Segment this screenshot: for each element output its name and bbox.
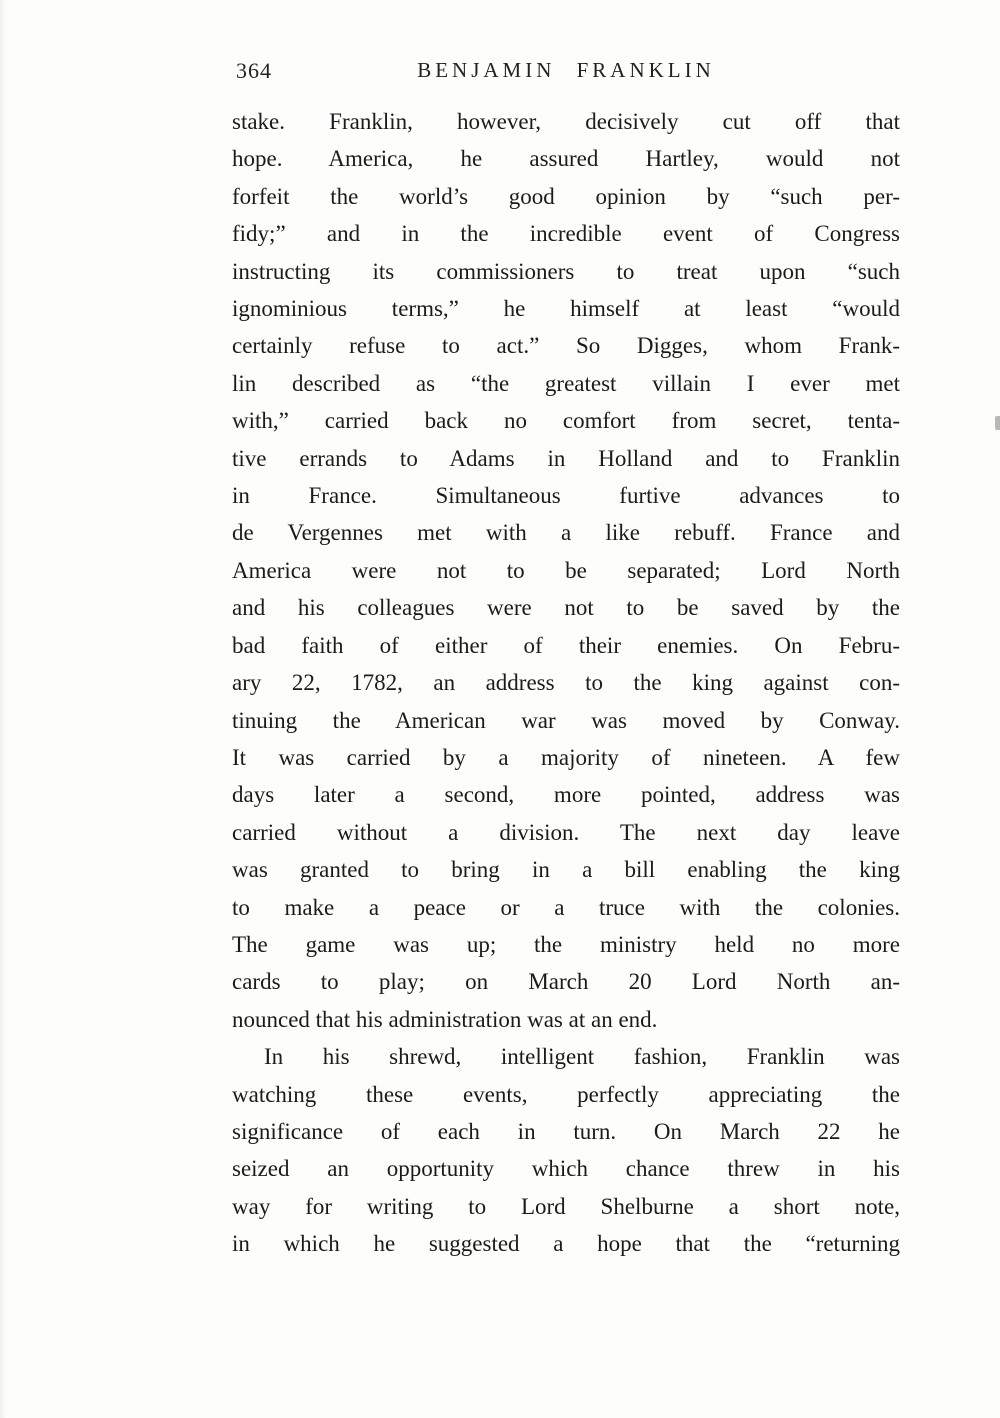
text-line: ary 22, 1782, an address to the king against con- <box>232 670 900 696</box>
text-line: with,” carried back no comfort from secret, tenta- <box>232 408 900 434</box>
text-line: to make a peace or a truce with the colonies. <box>232 894 900 920</box>
text-line: seized an opportunity which chance threw in his <box>232 1156 900 1182</box>
text-line: It was carried by a majority of nineteen. A few <box>232 744 900 770</box>
text-line: The game was up; the ministry held no more <box>232 931 900 957</box>
paragraph <box>232 1038 900 1262</box>
text-line: carried without a division. The next day leave <box>232 819 900 845</box>
page-header <box>232 58 900 88</box>
paragraph <box>232 103 900 1038</box>
text-line: bad faith of either of their enemies. On Febru- <box>232 632 900 658</box>
running-header: BENJAMIN FRANKLIN <box>417 58 715 82</box>
text-line: in France. Simultaneous furtive advances to <box>232 483 900 509</box>
text-line: was granted to bring in a bill enabling the king <box>232 857 900 883</box>
page-number: 364 <box>236 58 272 83</box>
text-line: way for writing to Lord Shelburne a short note, <box>232 1193 900 1219</box>
text-line: tinuing the American war was moved by Conway. <box>232 707 900 733</box>
page-body <box>232 103 900 1263</box>
text-line: cards to play; on March 20 Lord North an- <box>232 969 900 995</box>
text-line: stake. Franklin, however, decisively cut off that <box>232 109 900 134</box>
scan-artifact <box>995 416 1000 430</box>
text-line: watching these events, perfectly appreciating the <box>232 1081 900 1107</box>
page-edge-shading <box>0 0 6 1418</box>
text-line: ignominious terms,” he himself at least “would <box>232 296 900 322</box>
text-line: days later a second, more pointed, address was <box>232 782 900 808</box>
text-line: hope. America, he assured Hartley, would not <box>232 146 900 172</box>
text-line: instructing its commissioners to treat upon “such <box>232 258 900 284</box>
text-line: forfeit the world’s good opinion by “such per- <box>232 183 900 209</box>
text-line: lin described as “the greatest villain I ever met <box>232 370 900 396</box>
text-line: significance of each in turn. On March 22 he <box>232 1118 900 1144</box>
text-line: America were not to be separated; Lord North <box>232 557 900 583</box>
text-line: and his colleagues were not to be saved by the <box>232 595 900 621</box>
text-line: fidy;” and in the incredible event of Congress <box>232 221 900 247</box>
text-line: tive errands to Adams in Holland and to Franklin <box>232 445 900 471</box>
text-line: In his shrewd, intelligent fashion, Franklin was <box>264 1044 900 1070</box>
text-line: certainly refuse to act.” So Digges, whom Frank- <box>232 333 900 359</box>
text-line: in which he suggested a hope that the “returning <box>232 1231 900 1257</box>
text-line: nounced that his administration was at an end. <box>232 1006 658 1032</box>
text-line: de Vergennes met with a like rebuff. France and <box>232 520 900 546</box>
